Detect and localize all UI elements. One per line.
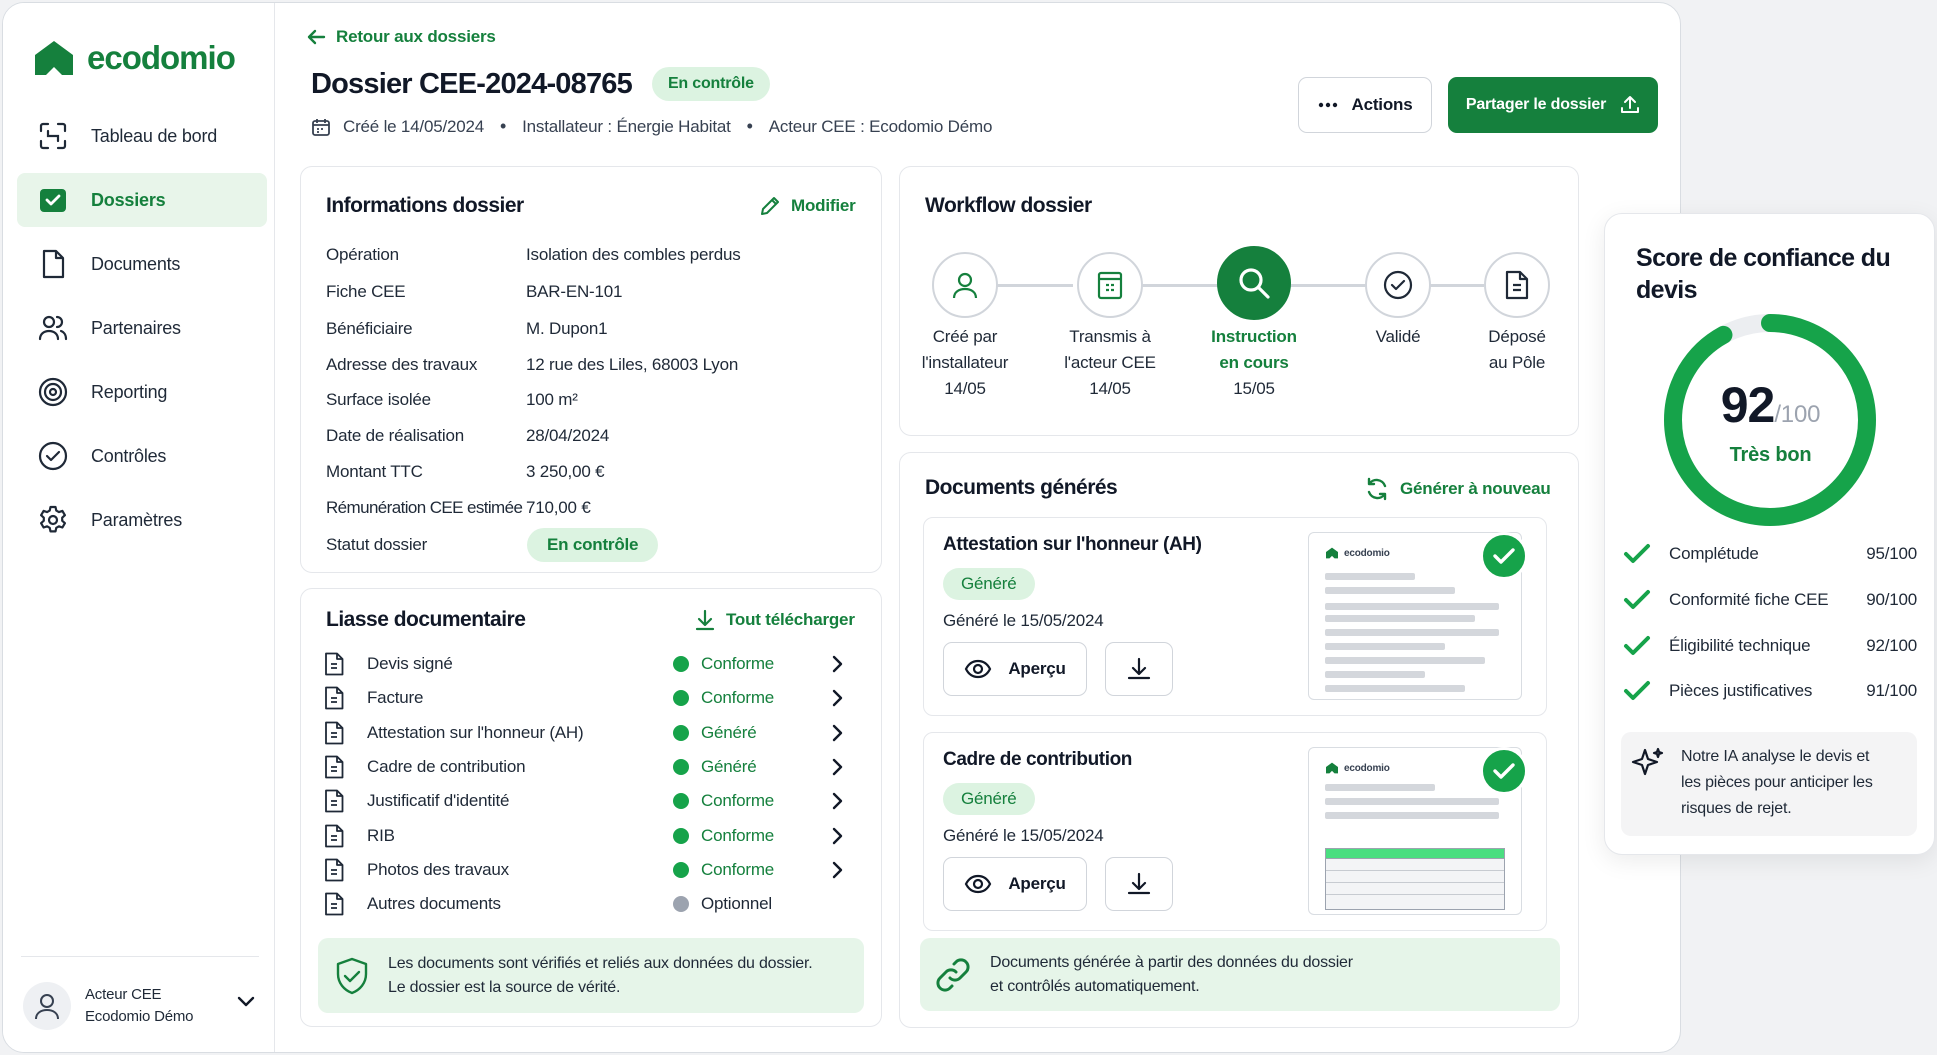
sidebar-item-dossiers[interactable] [17,173,267,227]
upload-icon [1620,95,1640,115]
ai-analysis-note [1621,732,1917,836]
sidebar-item-controles[interactable] [17,429,267,483]
document-status: Conforme [701,791,775,811]
status-dot [673,656,689,672]
thumbnail-text-line [1325,587,1455,594]
thumbnail-brand: ecodomio [1344,547,1390,559]
info-row [326,426,609,446]
note-line: risques de rejet. [1681,800,1792,817]
workflow-connector [1139,284,1218,287]
share-label: Partager le dossier [1465,96,1607,113]
download-button[interactable] [1105,857,1173,911]
score-max: /100 [1774,401,1821,428]
note-line: les pièces pour anticiper les [1681,774,1873,791]
created-date: Créé le 14/05/2024 [343,116,485,136]
info-row [326,498,591,518]
dossier-meta [311,116,992,137]
document-icon [323,824,345,848]
thumbnail-table-row [1326,859,1504,871]
generated-info-note [920,938,1560,1011]
sidebar-item-label: Tableau de bord [91,125,218,146]
chevron-right-icon[interactable] [831,689,843,707]
step-line: l'acteur CEE [1064,353,1156,372]
chevron-right-icon[interactable] [831,655,843,673]
score-criterion [1623,635,1917,657]
criterion-name: Complétude [1669,544,1759,563]
document-row[interactable] [323,649,843,679]
thumbnail-brand: ecodomio [1344,762,1390,774]
file-icon [1504,270,1530,300]
user-menu[interactable] [3,958,275,1053]
actions-label: Actions [1351,95,1413,114]
workflow-card-title: Workflow dossier [925,194,1092,217]
thumbnail-text-line [1325,812,1499,819]
preview-label: Aperçu [1008,659,1066,678]
download-all-label: Tout télécharger [726,610,855,629]
info-row [326,355,738,375]
chevron-right-icon[interactable] [831,861,843,879]
score-number: 92 [1720,377,1775,433]
thumbnail-text-line [1325,603,1499,610]
link-icon [934,956,972,994]
thumbnail-text-line [1325,685,1465,692]
sparkles-icon [1631,746,1665,780]
chevron-right-icon[interactable] [831,792,843,810]
title-row [311,67,770,101]
sidebar-item-label: Partenaires [91,317,181,338]
document-status: Conforme [701,859,775,879]
sidebar-nav [17,109,267,557]
step-date: 14/05 [1089,379,1131,398]
liasse-note-text [388,952,813,1000]
liasse-card [300,588,882,1027]
thumbnail-text-line [1325,798,1499,805]
document-row[interactable] [323,786,843,816]
score-title: Score de confiance du devis [1636,244,1891,304]
document-icon [323,789,345,813]
document-icon [323,755,345,779]
cee-actor: Acteur CEE : Ecodomio Démo [768,116,993,136]
download-icon [1126,656,1152,682]
info-row [326,319,607,339]
separator-dot: • [746,116,753,136]
generated-badge: Généré [943,783,1035,815]
status-badge: En contrôle [652,67,770,101]
dossier-status-badge: En contrôle [527,528,658,562]
info-value: 100 m² [526,390,578,409]
users-icon [37,312,69,344]
document-status: Conforme [701,654,775,673]
document-name: Facture [367,688,424,708]
sidebar-item-label: Reporting [91,381,168,402]
generated-doc-card [923,517,1547,716]
workflow-connector [1429,284,1484,287]
pencil-icon [759,195,781,217]
download-all-link[interactable] [694,609,855,631]
score-panel [1604,213,1935,855]
workflow-step-4-circle [1365,252,1431,318]
info-value: Isolation des combles perdus [526,245,741,264]
info-row [326,390,578,410]
preview-button[interactable] [943,857,1087,911]
generated-date: Généré le 15/05/2024 [943,611,1104,630]
info-value: 28/04/2024 [526,426,610,445]
document-row[interactable] [323,855,843,885]
check-icon [1623,589,1651,611]
info-value: BAR-EN-101 [526,282,623,301]
arrow-left-icon [306,29,326,45]
download-icon [1126,871,1152,897]
thumbnail-table-row [1326,883,1504,895]
chevron-down-icon[interactable] [237,996,255,1008]
document-status: Généré [701,756,757,776]
validated-check-badge [1480,747,1528,795]
document-row[interactable] [323,683,843,713]
thumbnail-text-line [1325,657,1485,664]
logo[interactable] [33,39,235,77]
generated-doc-title: Attestation sur l'honneur (AH) [943,534,1202,555]
step-date: 15/05 [1233,379,1275,398]
status-dot [673,828,689,844]
document-icon [323,892,345,916]
criterion-score: 90/100 [1866,590,1917,609]
sidebar-item-label: Dossiers [91,189,166,210]
back-link[interactable] [306,27,496,47]
document-row[interactable] [323,718,843,748]
info-key: Adresse des travaux [326,355,478,374]
document-name: Cadre de contribution [367,756,526,776]
document-status: Optionnel [701,894,772,914]
sidebar-item-partenaires[interactable] [17,301,267,355]
generated-doc-title: Cadre de contribution [943,749,1132,770]
sidebar-item-parametres[interactable] [17,493,267,547]
info-card [300,166,882,573]
back-link-label: Retour aux dossiers [336,27,496,46]
info-key: Montant TTC [326,462,423,481]
workflow-step-1-circle [932,252,998,318]
step-date: 14/05 [944,379,986,398]
step-line: Instruction [1211,327,1297,346]
liasse-info-note [318,938,864,1013]
sidebar-item-documents[interactable] [17,237,267,291]
calendar-icon [311,117,331,137]
more-horizontal-icon [1318,102,1338,108]
eye-icon [964,874,992,894]
info-value: 12 rue des Liles, 68003 Lyon [526,355,739,374]
note-line: et contrôlés automatiquement. [990,977,1200,995]
note-line: Notre IA analyse le devis et [1681,748,1870,765]
info-key: Fiche CEE [326,282,406,301]
thumbnail-table [1325,848,1505,910]
sidebar-item-label: Documents [91,253,181,274]
document-status: Conforme [701,825,775,845]
document-name: RIB [367,825,395,845]
note-line: Les documents sont vérifiés et reliés aux données du dossier. [388,954,813,972]
sidebar-item-label: Paramètres [91,509,183,530]
info-key: Bénéficiaire [326,319,413,338]
edit-link[interactable] [759,195,856,217]
document-name: Photos des travaux [367,859,509,879]
thumbnail-logo [1325,547,1390,559]
info-card-title: Informations dossier [326,194,524,217]
document-name: Autres documents [367,894,501,914]
thumbnail-text-line [1325,671,1425,678]
status-dot [673,759,689,775]
logo-house-icon [1325,547,1339,559]
note-line: Le dossier est la source de vérité. [388,978,621,996]
sidebar [3,3,275,1052]
check-icon [1492,546,1516,566]
document-icon [323,652,345,676]
criterion-name: Conformité fiche CEE [1669,590,1829,609]
user-org: Ecodomio Démo [85,1008,194,1025]
validated-check-badge [1480,532,1528,580]
criterion-score: 95/100 [1866,544,1917,563]
sidebar-item-reporting[interactable] [17,365,267,419]
sidebar-item-tableau-de-bord[interactable] [17,109,267,163]
criterion-score: 91/100 [1866,681,1917,700]
sidebar-divider [21,956,259,957]
workflow-connector [993,284,1073,287]
step-line: Déposé [1488,327,1546,346]
workflow-step-5-label [1442,324,1592,376]
gear-icon [37,504,69,536]
score-criterion [1623,543,1917,565]
status-dot [673,862,689,878]
regenerate-link[interactable] [1364,476,1551,502]
actions-button[interactable] [1298,77,1432,133]
thumbnail-logo [1325,762,1390,774]
score-value [1605,376,1936,434]
thumbnail-table-row [1326,871,1504,883]
score-criterion [1623,589,1917,611]
document-status: Généré [701,722,757,742]
document-row[interactable] [323,821,843,851]
thumbnail-text-line [1325,615,1475,622]
document-icon [323,858,345,882]
status-dot [673,793,689,809]
score-label: Très bon [1729,444,1812,466]
brand-name: ecodomio [87,39,235,76]
workflow-step-5-circle [1484,252,1550,318]
page-title: Dossier CEE-2024-08765 [311,67,632,100]
info-key: Date de réalisation [326,426,464,445]
status-dot [673,896,689,912]
eye-icon [964,659,992,679]
thumbnail-table-header [1326,849,1504,859]
step-line: Créé par [932,327,998,346]
shield-check-icon [334,956,370,996]
workflow-step-3-circle [1217,246,1291,320]
thumbnail-text-line [1325,643,1445,650]
info-value: 3 250,00 € [526,462,605,481]
step-line: au Pôle [1488,353,1546,372]
document-icon [323,686,345,710]
note-line: Documents générée à partir des données du dossier [990,953,1353,971]
info-row [326,245,741,265]
chevron-right-icon[interactable] [831,724,843,742]
info-key: Opération [326,245,399,264]
generated-doc-card [923,732,1547,931]
generated-docs-card [899,452,1579,1028]
folder-check-icon [37,184,69,216]
step-line: Validé [1375,327,1421,346]
preview-label: Aperçu [1008,874,1066,893]
workflow-connector [1287,284,1366,287]
step-line: Transmis à [1069,327,1151,346]
check-icon [1623,635,1651,657]
workflow-step-3-label [1179,324,1329,402]
target-icon [37,376,69,408]
search-icon [1237,266,1271,300]
info-value: M. Dupon1 [526,319,608,338]
document-name: Justificatif d'identité [367,791,510,811]
user-icon [32,991,62,1021]
document-row[interactable] [323,889,843,919]
document-status: Conforme [701,688,775,708]
criterion-name: Pièces justificatives [1669,681,1813,700]
workflow-step-2-circle [1077,252,1143,318]
refresh-icon [1364,476,1390,502]
workflow-card [899,166,1579,436]
step-line: en cours [1219,353,1289,372]
user-role: Acteur CEE [85,986,162,1003]
workflow-step-2-label [1035,324,1185,402]
thumbnail-text-line [1325,629,1499,636]
info-key: Statut dossier [326,535,428,554]
generated-note-text [990,951,1353,999]
app-window [2,2,1681,1053]
dashboard-icon [37,120,69,152]
info-row [326,462,604,482]
criterion-score: 92/100 [1866,636,1917,655]
download-button[interactable] [1105,642,1173,696]
liasse-card-title: Liasse documentaire [326,608,526,631]
generated-date: Généré le 15/05/2024 [943,826,1104,845]
check-circle-icon [37,440,69,472]
ai-note-text [1681,744,1911,822]
separator-dot: • [500,116,507,136]
check-icon [1492,761,1516,781]
avatar [23,982,71,1030]
score-criterion [1623,680,1917,702]
chevron-right-icon[interactable] [831,758,843,776]
document-icon [323,721,345,745]
share-button[interactable] [1448,77,1658,133]
logo-house-icon [1325,762,1339,774]
download-icon [694,609,716,631]
building-icon [1096,270,1124,300]
preview-button[interactable] [943,642,1087,696]
document-icon [37,248,69,280]
document-name: Devis signé [367,654,453,673]
info-key: Rémunération CEE estimée [326,498,523,517]
generated-badge: Généré [943,568,1035,600]
regenerate-label: Générer à nouveau [1400,479,1551,498]
logo-house-icon [33,39,75,77]
user-name [85,984,193,1028]
user-icon [950,270,980,300]
generated-docs-title: Documents générés [925,476,1118,499]
document-row[interactable] [323,752,843,782]
info-value: 710,00 € [526,498,591,517]
document-name: Attestation sur l'honneur (AH) [367,722,584,742]
status-dot [673,725,689,741]
workflow-step-1-label [890,324,1040,402]
criterion-name: Éligibilité technique [1669,636,1811,655]
edit-label: Modifier [791,196,856,215]
status-dot [673,690,689,706]
thumbnail-text-line [1325,784,1435,791]
thumbnail-text-line [1325,573,1415,580]
info-row [326,282,622,302]
info-key: Surface isolée [326,390,431,409]
step-line: l'installateur [921,353,1009,372]
chevron-right-icon[interactable] [831,827,843,845]
check-icon [1623,543,1651,565]
sidebar-item-label: Contrôles [91,445,167,466]
installer: Installateur : Énergie Habitat [522,116,731,136]
check-circle-icon [1382,269,1414,301]
check-icon [1623,680,1651,702]
info-row [326,535,526,555]
